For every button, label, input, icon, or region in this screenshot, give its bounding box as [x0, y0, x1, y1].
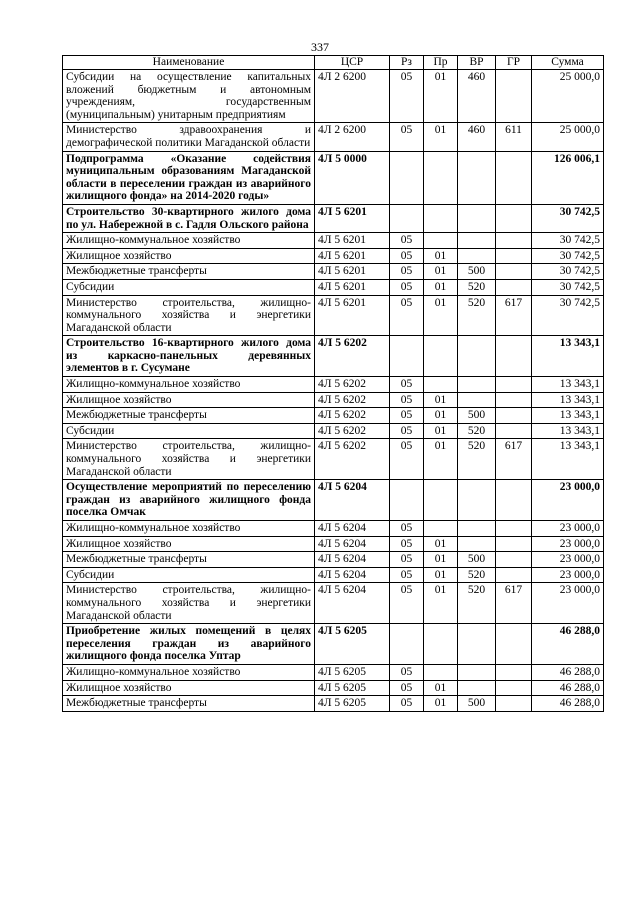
table-row [63, 624, 604, 665]
cell-sum: 13 343,1 [532, 336, 604, 377]
cell-name: Субсидии [63, 423, 315, 439]
cell-csr: 4Л 5 6205 [315, 624, 390, 665]
cell-gr [496, 392, 532, 408]
cell-pr [424, 521, 458, 537]
cell-csr: 4Л 5 6202 [315, 408, 390, 424]
cell-gr [496, 151, 532, 204]
cell-vr: 520 [458, 295, 496, 336]
cell-sum: 30 742,5 [532, 233, 604, 249]
cell-sum: 13 343,1 [532, 423, 604, 439]
cell-name: Межбюджетные трансферты [63, 264, 315, 280]
cell-name: Строительство 30-квартирного жилого дома по ул. Набережной в с. Гадля Ольского района [63, 204, 315, 232]
cell-name: Жилищно-коммунальное хозяйство [63, 521, 315, 537]
cell-sum: 13 343,1 [532, 439, 604, 480]
cell-sum: 23 000,0 [532, 567, 604, 583]
cell-name: Субсидии [63, 567, 315, 583]
cell-sum: 46 288,0 [532, 624, 604, 665]
cell-rz: 05 [390, 583, 424, 624]
cell-name: Межбюджетные трансферты [63, 552, 315, 568]
cell-gr [496, 204, 532, 232]
cell-sum: 30 742,5 [532, 264, 604, 280]
cell-vr: 500 [458, 696, 496, 712]
cell-vr: 460 [458, 70, 496, 123]
cell-name: Жилищное хозяйство [63, 536, 315, 552]
cell-vr [458, 680, 496, 696]
table-row [63, 696, 604, 712]
cell-gr [496, 233, 532, 249]
cell-vr [458, 377, 496, 393]
cell-csr: 4Л 5 6205 [315, 680, 390, 696]
cell-name: Жилищное хозяйство [63, 392, 315, 408]
header-pr: Пр [424, 56, 458, 70]
table-row [63, 536, 604, 552]
cell-vr: 520 [458, 583, 496, 624]
cell-rz: 05 [390, 680, 424, 696]
cell-pr: 01 [424, 536, 458, 552]
table-row [63, 408, 604, 424]
cell-name: Субсидии на осуществление капитальных вложений бюджетным и автономным учреждениям, государственным (муниципальным) унитарным предприятиям [63, 70, 315, 123]
cell-rz: 05 [390, 279, 424, 295]
cell-rz: 05 [390, 696, 424, 712]
cell-csr: 4Л 5 6201 [315, 233, 390, 249]
cell-rz: 05 [390, 123, 424, 151]
table-row [63, 336, 604, 377]
table-row [63, 233, 604, 249]
cell-gr [496, 521, 532, 537]
cell-rz: 05 [390, 439, 424, 480]
table-row [63, 439, 604, 480]
cell-rz: 05 [390, 521, 424, 537]
header-gr: ГР [496, 56, 532, 70]
cell-sum: 30 742,5 [532, 279, 604, 295]
cell-vr: 520 [458, 567, 496, 583]
cell-vr [458, 664, 496, 680]
cell-name: Жилищно-коммунальное хозяйство [63, 664, 315, 680]
cell-sum: 25 000,0 [532, 123, 604, 151]
cell-vr [458, 624, 496, 665]
cell-vr [458, 480, 496, 521]
cell-name: Строительство 16-квартирного жилого дома из каркасно-панельных деревянных элементов в г. Сусумане [63, 336, 315, 377]
cell-pr [424, 204, 458, 232]
cell-sum: 46 288,0 [532, 664, 604, 680]
cell-pr: 01 [424, 583, 458, 624]
table-row [63, 70, 604, 123]
cell-rz: 05 [390, 408, 424, 424]
cell-gr [496, 377, 532, 393]
table-row [63, 521, 604, 537]
header-rz: Рз [390, 56, 424, 70]
cell-pr: 01 [424, 567, 458, 583]
cell-name: Министерство строительства, жилищно-коммунального хозяйства и энергетики Магаданской области [63, 583, 315, 624]
cell-pr: 01 [424, 696, 458, 712]
cell-pr: 01 [424, 248, 458, 264]
cell-vr: 520 [458, 279, 496, 295]
cell-gr: 617 [496, 439, 532, 480]
cell-gr [496, 696, 532, 712]
cell-gr [496, 408, 532, 424]
cell-pr: 01 [424, 423, 458, 439]
cell-name: Субсидии [63, 279, 315, 295]
cell-vr [458, 392, 496, 408]
cell-gr [496, 279, 532, 295]
cell-pr: 01 [424, 295, 458, 336]
cell-sum: 13 343,1 [532, 408, 604, 424]
cell-csr: 4Л 5 6202 [315, 392, 390, 408]
header-row [63, 56, 604, 70]
cell-csr: 4Л 5 6201 [315, 264, 390, 280]
cell-gr [496, 264, 532, 280]
cell-name: Жилищное хозяйство [63, 680, 315, 696]
cell-rz: 05 [390, 377, 424, 393]
cell-vr: 520 [458, 439, 496, 480]
header-name: Наименование [63, 56, 315, 70]
cell-sum: 23 000,0 [532, 521, 604, 537]
table-row [63, 123, 604, 151]
cell-pr [424, 233, 458, 249]
table-row [63, 279, 604, 295]
cell-pr: 01 [424, 408, 458, 424]
cell-gr [496, 680, 532, 696]
cell-csr: 4Л 5 0000 [315, 151, 390, 204]
cell-csr: 4Л 5 6202 [315, 377, 390, 393]
cell-vr: 520 [458, 423, 496, 439]
cell-rz: 05 [390, 567, 424, 583]
cell-gr [496, 552, 532, 568]
cell-sum: 46 288,0 [532, 680, 604, 696]
cell-csr: 4Л 5 6202 [315, 423, 390, 439]
cell-pr [424, 624, 458, 665]
cell-gr: 611 [496, 123, 532, 151]
cell-pr: 01 [424, 70, 458, 123]
table-row [63, 583, 604, 624]
cell-csr: 4Л 5 6205 [315, 664, 390, 680]
cell-vr: 500 [458, 408, 496, 424]
cell-name: Жилищно-коммунальное хозяйство [63, 377, 315, 393]
cell-gr: 617 [496, 583, 532, 624]
cell-csr: 4Л 5 6205 [315, 696, 390, 712]
cell-pr: 01 [424, 680, 458, 696]
cell-rz [390, 151, 424, 204]
cell-csr: 4Л 5 6201 [315, 248, 390, 264]
cell-csr: 4Л 5 6201 [315, 204, 390, 232]
cell-csr: 4Л 5 6204 [315, 567, 390, 583]
cell-name: Жилищно-коммунальное хозяйство [63, 233, 315, 249]
cell-rz: 05 [390, 552, 424, 568]
cell-pr [424, 151, 458, 204]
cell-vr [458, 151, 496, 204]
cell-sum: 23 000,0 [532, 583, 604, 624]
cell-sum: 23 000,0 [532, 552, 604, 568]
page-number: 337 [311, 40, 329, 54]
cell-vr: 500 [458, 552, 496, 568]
cell-sum: 13 343,1 [532, 392, 604, 408]
cell-rz [390, 480, 424, 521]
cell-gr [496, 624, 532, 665]
cell-sum: 23 000,0 [532, 480, 604, 521]
cell-rz: 05 [390, 248, 424, 264]
table-row [63, 680, 604, 696]
cell-name: Министерство строительства, жилищно-коммунального хозяйства и энергетики Магаданской области [63, 295, 315, 336]
cell-sum: 13 343,1 [532, 377, 604, 393]
cell-vr: 460 [458, 123, 496, 151]
cell-gr [496, 536, 532, 552]
table-row [63, 295, 604, 336]
cell-name: Министерство строительства, жилищно-коммунального хозяйства и энергетики Магаданской области [63, 439, 315, 480]
header-csr: ЦСР [315, 56, 390, 70]
cell-sum: 30 742,5 [532, 295, 604, 336]
header-vr: ВР [458, 56, 496, 70]
cell-sum: 30 742,5 [532, 204, 604, 232]
cell-rz: 05 [390, 664, 424, 680]
cell-vr [458, 233, 496, 249]
cell-rz: 05 [390, 423, 424, 439]
table-body [63, 70, 604, 712]
cell-pr: 01 [424, 279, 458, 295]
cell-csr: 4Л 5 6204 [315, 521, 390, 537]
cell-rz: 05 [390, 233, 424, 249]
cell-gr [496, 70, 532, 123]
cell-rz: 05 [390, 295, 424, 336]
cell-rz [390, 624, 424, 665]
cell-csr: 4Л 5 6201 [315, 279, 390, 295]
cell-rz [390, 336, 424, 377]
table-row [63, 264, 604, 280]
cell-rz: 05 [390, 264, 424, 280]
cell-csr: 4Л 5 6201 [315, 295, 390, 336]
table-row [63, 664, 604, 680]
cell-csr: 4Л 5 6204 [315, 583, 390, 624]
table-row [63, 392, 604, 408]
table-row [63, 552, 604, 568]
cell-gr [496, 336, 532, 377]
table-row [63, 204, 604, 232]
budget-table [62, 55, 604, 712]
header-sum: Сумма [532, 56, 604, 70]
cell-pr: 01 [424, 264, 458, 280]
cell-vr [458, 521, 496, 537]
cell-sum: 126 006,1 [532, 151, 604, 204]
cell-gr [496, 423, 532, 439]
cell-name: Межбюджетные трансферты [63, 408, 315, 424]
cell-vr [458, 536, 496, 552]
table-row [63, 377, 604, 393]
table-row [63, 151, 604, 204]
cell-name: Осуществление мероприятий по переселению граждан из аварийного жилищного фонда поселка Омчак [63, 480, 315, 521]
table-row [63, 480, 604, 521]
cell-name: Межбюджетные трансферты [63, 696, 315, 712]
cell-gr [496, 664, 532, 680]
cell-sum: 30 742,5 [532, 248, 604, 264]
cell-csr: 4Л 5 6204 [315, 480, 390, 521]
cell-pr: 01 [424, 439, 458, 480]
cell-sum: 46 288,0 [532, 696, 604, 712]
cell-vr: 500 [458, 264, 496, 280]
cell-gr: 617 [496, 295, 532, 336]
cell-name: Подпрограмма «Оказание содействия муниципальным образованиям Магаданской области в переселении граждан из аварийного жилищного фонда» на 2014-2020 годы» [63, 151, 315, 204]
cell-csr: 4Л 2 6200 [315, 123, 390, 151]
cell-csr: 4Л 2 6200 [315, 70, 390, 123]
cell-vr [458, 336, 496, 377]
cell-gr [496, 567, 532, 583]
cell-name: Приобретение жилых помещений в целях переселения граждан из аварийного жилищного фонда поселка Уптар [63, 624, 315, 665]
cell-rz [390, 204, 424, 232]
cell-gr [496, 248, 532, 264]
cell-csr: 4Л 5 6202 [315, 439, 390, 480]
cell-csr: 4Л 5 6204 [315, 536, 390, 552]
table-row [63, 248, 604, 264]
cell-rz: 05 [390, 392, 424, 408]
cell-pr [424, 480, 458, 521]
cell-vr [458, 248, 496, 264]
cell-rz: 05 [390, 536, 424, 552]
table-row [63, 423, 604, 439]
cell-pr: 01 [424, 392, 458, 408]
cell-gr [496, 480, 532, 521]
cell-sum: 25 000,0 [532, 70, 604, 123]
cell-pr: 01 [424, 552, 458, 568]
cell-rz: 05 [390, 70, 424, 123]
cell-name: Министерство здравоохранения и демографической политики Магаданской области [63, 123, 315, 151]
cell-csr: 4Л 5 6202 [315, 336, 390, 377]
cell-vr [458, 204, 496, 232]
cell-sum: 23 000,0 [532, 536, 604, 552]
cell-csr: 4Л 5 6204 [315, 552, 390, 568]
cell-name: Жилищное хозяйство [63, 248, 315, 264]
cell-pr: 01 [424, 123, 458, 151]
table-row [63, 567, 604, 583]
cell-pr [424, 336, 458, 377]
cell-pr [424, 377, 458, 393]
cell-pr [424, 664, 458, 680]
